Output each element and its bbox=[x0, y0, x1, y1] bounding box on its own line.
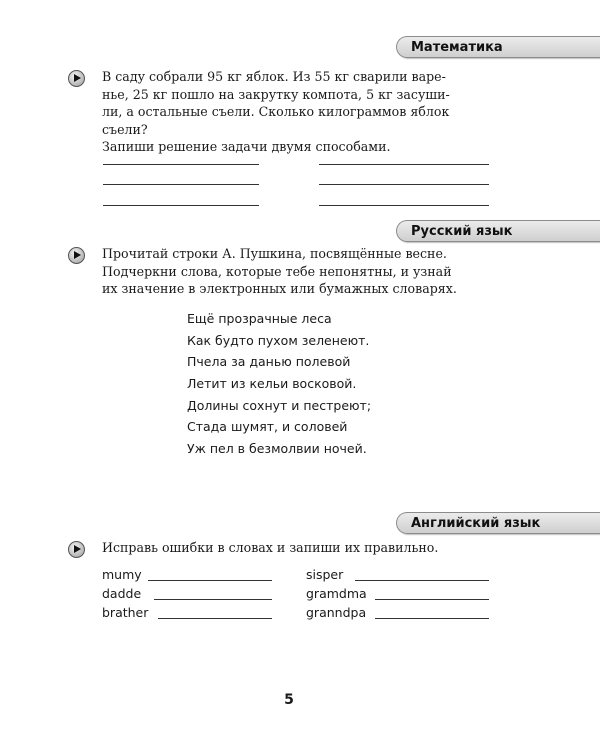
math-line: В саду собрали 95 кг яблок. Из 55 кг сварили варе- bbox=[102, 69, 446, 84]
answer-line[interactable] bbox=[375, 618, 489, 619]
answer-line[interactable] bbox=[319, 205, 489, 206]
poem-line: Летит из кельи восковой. bbox=[187, 376, 357, 392]
section-tab-english: Английский язык bbox=[396, 512, 600, 534]
math-instruction: Запиши решение задачи двумя способами. bbox=[102, 139, 391, 154]
misspelled-word: sisper bbox=[306, 567, 344, 582]
page-number: 5 bbox=[284, 692, 294, 708]
play-icon[interactable] bbox=[68, 247, 85, 264]
poem-line: Как будто пухом зеленеют. bbox=[187, 332, 370, 348]
answer-line[interactable] bbox=[103, 205, 259, 206]
poem-line: Пчела за данью полевой bbox=[187, 354, 351, 370]
misspelled-word: dadde bbox=[102, 586, 142, 601]
math-problem-text bbox=[102, 68, 492, 156]
misspelled-word: mumy bbox=[102, 567, 142, 582]
misspelled-word: granndpa bbox=[306, 605, 367, 620]
poem-line: Ещё прозрачные леса bbox=[187, 311, 332, 326]
russian-task-text bbox=[102, 245, 492, 298]
play-icon[interactable] bbox=[68, 541, 85, 558]
play-icon[interactable] bbox=[68, 70, 85, 87]
answer-line[interactable] bbox=[319, 164, 489, 165]
english-task-text bbox=[102, 539, 492, 557]
poem-line: Стада шумят, и соловей bbox=[187, 419, 348, 435]
russian-line: Прочитай строки А. Пушкина, посвящённые весне. bbox=[102, 246, 447, 261]
math-line: ли, а остальные съели. Сколько килограммов яблок bbox=[102, 104, 450, 119]
answer-line[interactable] bbox=[375, 599, 489, 600]
section-tab-russian: Русский язык bbox=[396, 220, 600, 242]
english-instruction: Исправь ошибки в словах и запиши их правильно. bbox=[102, 540, 439, 555]
answer-line[interactable] bbox=[154, 599, 272, 600]
misspelled-word: brather bbox=[102, 605, 149, 620]
answer-line[interactable] bbox=[103, 184, 259, 185]
russian-line: Подчеркни слова, которые тебе непонятны, и узнай bbox=[102, 263, 452, 279]
math-line: нье, 25 кг пошло на закрутку компота, 5 кг засуши- bbox=[102, 86, 450, 102]
answer-line[interactable] bbox=[319, 184, 489, 185]
poem-line: Долины сохнут и пестреют; bbox=[187, 397, 372, 413]
poem-line: Уж пел в безмолвии ночей. bbox=[187, 441, 367, 457]
russian-line: их значение в электронных или бумажных словарях. bbox=[102, 281, 457, 296]
section-tab-math: Математика bbox=[396, 36, 600, 58]
math-line: съели? bbox=[102, 121, 148, 137]
answer-line[interactable] bbox=[158, 618, 272, 619]
answer-line[interactable] bbox=[355, 580, 489, 581]
answer-line[interactable] bbox=[103, 164, 259, 165]
misspelled-word: gramdma bbox=[306, 586, 367, 601]
poem bbox=[187, 308, 371, 460]
answer-line[interactable] bbox=[148, 580, 272, 581]
